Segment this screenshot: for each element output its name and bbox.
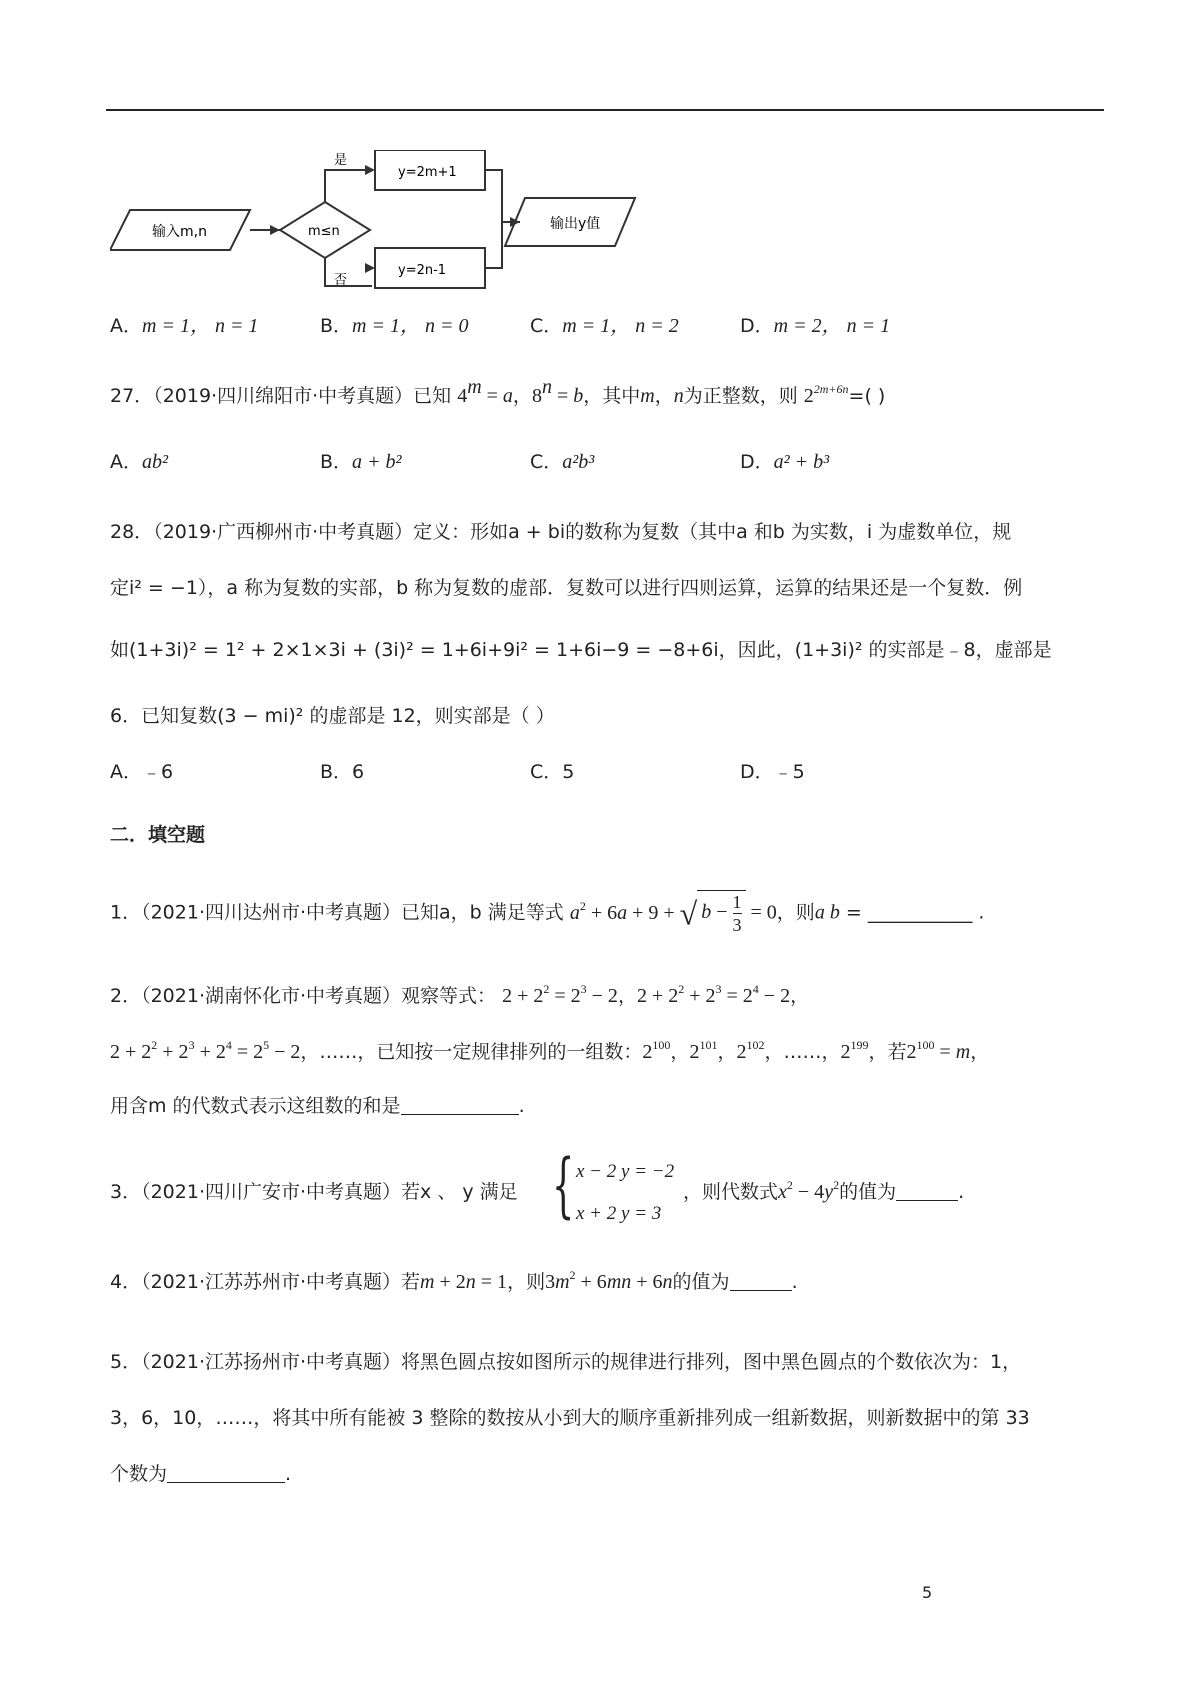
q27-option-b: B．a + b² — [320, 451, 402, 473]
q28-line3: 如(1+3i)² = 1² + 2×1×3i + (3i)² = 1+6i+9i² = 1+6i−9 = −8+6i，因此，(1+3i)² 的实部是﹣8，虚部是 — [110, 639, 1052, 661]
q28-line4: 6．已知复数(3 − mi)² 的虚部是 12，则实部是（ ） — [110, 705, 555, 727]
q28-option-d: D．﹣5 — [740, 761, 805, 783]
flowchart-yes-label: 是 — [334, 153, 348, 168]
f5-line1: 5．（2021·江苏扬州市·中考真题）将黑色圆点按如图所示的规律进行排列，图中黑色圆点的个数依次为：1， — [110, 1351, 1022, 1373]
f3-stem: 3．（2021·四川广安市·中考真题）若x 、 y 满足 — [110, 1181, 518, 1203]
flowchart-output-text: 输出y值 — [550, 216, 601, 232]
f3-brace: { — [552, 1144, 575, 1226]
flowchart-no-label: 否 — [334, 273, 348, 288]
f2-line2: $2 + 2^2 + 2^3 + 2^4 = 2^5 - 2$，……，已知按一定规律排列的一组数：$2^{100}$，$2^{101}$，$2^{102}$，……，$2^{199}$，若$2^{100} = m$， — [110, 1038, 990, 1063]
f2-line3: 用含m 的代数式表示这组数的和是 . — [110, 1095, 525, 1117]
f2-line1: 2．（2021·湖南怀化市·中考真题）观察等式： $2 + 2^2 = 2^3 - 2$，$2 + 2^2 + 2^3 = 2^4 - 2$， — [110, 982, 810, 1007]
q26-option-d: D．m = 2， n = 1 — [740, 315, 891, 337]
q27-stem: 27．（2019·四川绵阳市·中考真题）已知 $4^m = a$，$8^n = b$，其中m，n为正整数，则 $2^{2m+6n}=$( ) — [110, 376, 886, 407]
q28-option-c: C．5 — [530, 761, 575, 783]
section-title: 二．填空题 — [110, 824, 206, 846]
q28-option-b: B．6 — [320, 761, 365, 783]
header-rule — [106, 109, 1104, 111]
q28-option-a: A．﹣6 — [110, 761, 174, 783]
q27-option-a: A．ab² — [110, 451, 168, 473]
q26-option-c: C．m = 1， n = 2 — [530, 315, 679, 337]
f5-line2: 3，6，10，……，将其中所有能被 3 整除的数按从小到大的顺序重新排列成一组新数据，则新数据中的第 33 — [110, 1407, 1030, 1429]
q28-line1: 28．（2019·广西柳州市·中考真题）定义：形如a + bi的数称为复数（其中a 和b 为实数，i 为虚数单位，规 — [110, 521, 1012, 543]
flowchart-condition-text: m≤n — [308, 224, 340, 239]
q26-option-b: B．m = 1， n = 0 — [320, 315, 469, 337]
q27-option-d: D．a² + b³ — [740, 451, 830, 473]
f3-eq1: x − 2 y = −2 — [576, 1161, 675, 1182]
page-number: 5 — [922, 1583, 933, 1602]
q28-line2: 定i² = −1），a 称为复数的实部，b 称为复数的虚部．复数可以进行四则运算，运算的结果还是一个复数．例 — [110, 577, 1023, 599]
q27-option-c: C．a²b³ — [530, 451, 595, 473]
q26-option-a: A．m = 1， n = 1 — [110, 315, 259, 337]
f3-eq2: x + 2 y = 3 — [576, 1203, 662, 1224]
flowchart-input-text: 输入m,n — [152, 224, 207, 240]
flowchart-yes-box-text: y=2m+1 — [398, 165, 457, 180]
f4-stem: 4．（2021·江苏苏州市·中考真题）若m + 2n = 1，则$3m^2 + 6mn + 6n$的值为 . — [110, 1268, 798, 1293]
f3-tail: ，则代数式$x^2 - 4y^2$的值为 . — [683, 1178, 965, 1203]
f1-stem: 1．（2021·四川达州市·中考真题）已知a，b 满足等式 $a^2 + 6a + 9$ + √ b − $\frac{1}{3}$ = 0，则a b = ___________ . — [110, 892, 985, 935]
f5-line3: 个数为 . — [110, 1463, 292, 1485]
flowchart — [110, 150, 670, 290]
flowchart-no-box-text: y=2n-1 — [398, 263, 447, 278]
